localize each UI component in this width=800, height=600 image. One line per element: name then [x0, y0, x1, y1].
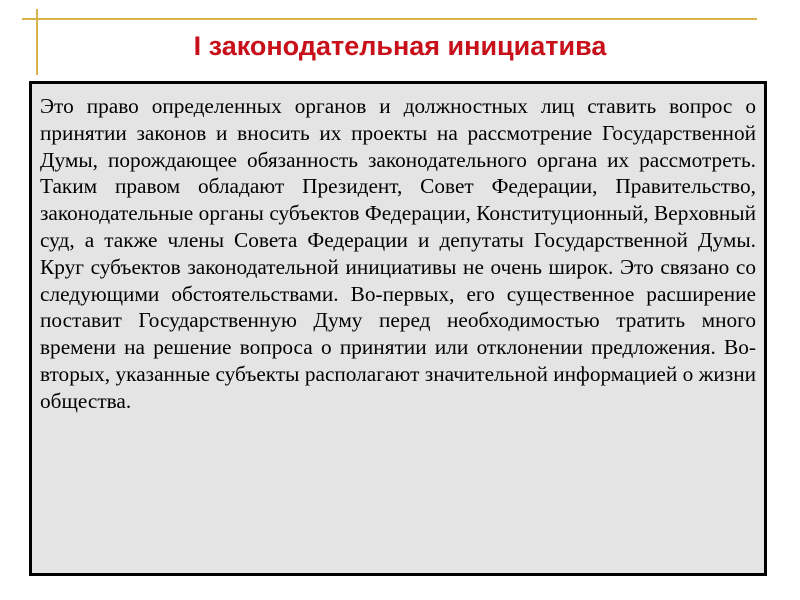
left-decorative-rule	[36, 9, 38, 75]
top-decorative-rule	[22, 18, 757, 20]
body-text-box	[29, 81, 767, 576]
slide-title: I законодательная инициатива	[193, 31, 607, 61]
body-paragraph: Это право определенных органов и должностных лиц ставить вопрос о принятии законов и вносить их проекты на рассмотрение Государственной Думы, порождающее обязанность законодательного органа их рассмотреть. Таким правом обладают Президент, Совет Федерации, Правительство, законодательные органы субъектов Федерации, Конституционный, Верховный суд, а также члены Совета Федерации и депутаты Государственной Думы. Круг субъектов законодательной инициативы не очень широк. Это связано со следующими обстоятельствами. Во-первых, его существенное расширение поставит Государственную Думу перед необходимостью тратить много времени на решение вопроса о принятии или отклонении предложения. Во-вторых, указанные субъекты располагают значительной информацией о жизни общества.	[40, 94, 756, 413]
